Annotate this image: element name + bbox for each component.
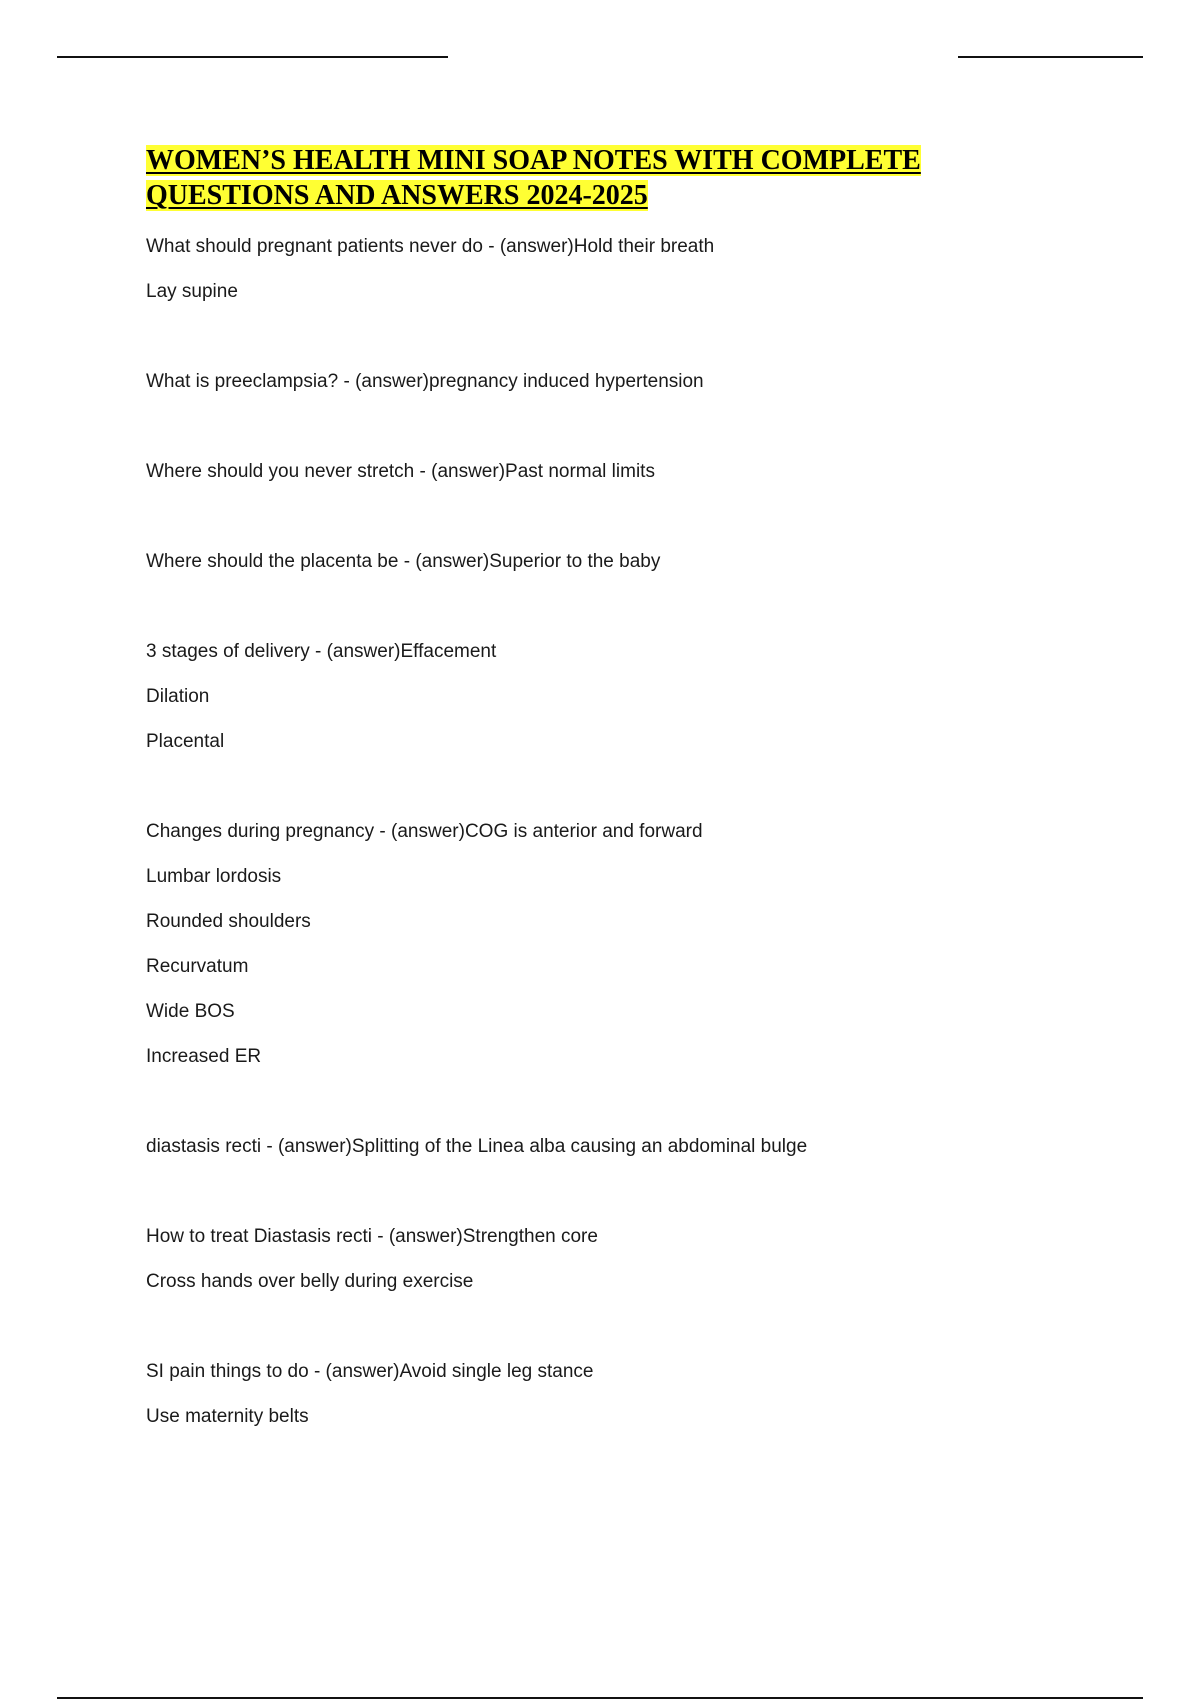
qa-line: How to treat Diastasis recti - (answer)Strengthen core [146,1226,598,1247]
document-body [146,143,1126,1484]
qa-line: Use maternity belts [146,1406,309,1427]
qa-line: Recurvatum [146,956,249,977]
qa-item-7 [146,1124,1126,1169]
qa-item-1 [146,224,1126,314]
document-title [146,143,1126,213]
qa-line: Cross hands over belly during exercise [146,1271,474,1292]
title-line-1: WOMEN’S HEALTH MINI SOAP NOTES WITH COMPLETE [146,145,921,176]
qa-line: SI pain things to do - (answer)Avoid single leg stance [146,1361,594,1382]
qa-line: Lay supine [146,281,238,302]
qa-line: Dilation [146,686,210,707]
qa-line: What is preeclampsia? - (answer)pregnancy induced hypertension [146,371,704,392]
footer-rule [57,1697,1143,1699]
qa-line: What should pregnant patients never do - (answer)Hold their breath [146,236,715,257]
qa-item-3 [146,449,1126,494]
header-rule-left [57,56,448,58]
qa-line: Where should you never stretch - (answer)Past normal limits [146,461,655,482]
qa-item-4 [146,539,1126,584]
qa-item-2 [146,359,1126,404]
title-line-2: QUESTIONS AND ANSWERS 2024-2025 [146,180,648,211]
qa-line: Rounded shoulders [146,911,311,932]
qa-line: Where should the placenta be - (answer)Superior to the baby [146,551,661,572]
qa-line: Increased ER [146,1046,262,1067]
qa-item-5 [146,629,1126,764]
qa-line: 3 stages of delivery - (answer)Effacement [146,641,497,662]
qa-line: Placental [146,731,225,752]
qa-item-6 [146,809,1126,1079]
header-rule-right [958,56,1143,58]
qa-item-9 [146,1349,1126,1439]
qa-line: Wide BOS [146,1001,235,1022]
qa-line: Changes during pregnancy - (answer)COG is anterior and forward [146,821,703,842]
qa-item-8 [146,1214,1126,1304]
qa-line: Lumbar lordosis [146,866,282,887]
qa-line: diastasis recti - (answer)Splitting of the Linea alba causing an abdominal bulge [146,1136,808,1157]
